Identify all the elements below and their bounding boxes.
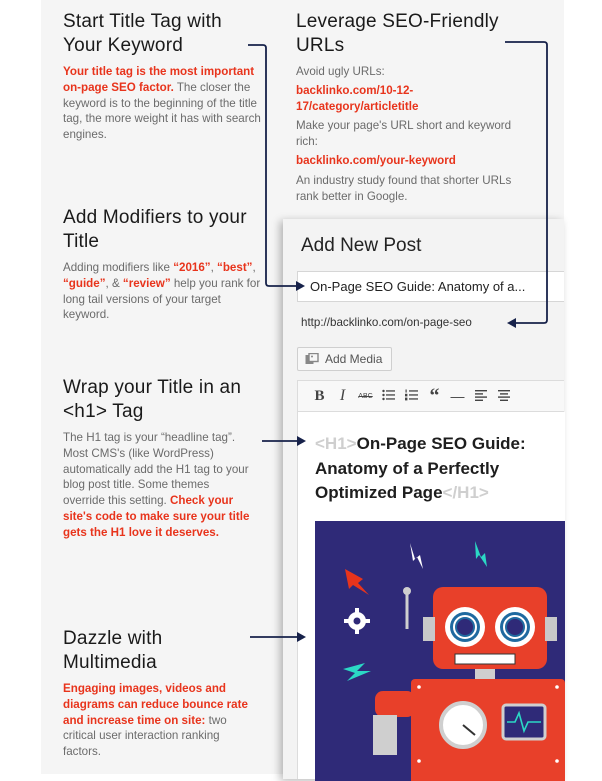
add-media-label: Add Media <box>325 352 383 366</box>
italic-button[interactable]: I <box>339 387 346 404</box>
modifiers-sep-3: , & <box>105 276 123 290</box>
url-arrow <box>505 42 547 323</box>
multimedia-red: Engaging images, videos and diagrams can reduce bounce rate and increase time on site: <box>63 682 248 727</box>
modifiers-sep-2: , <box>252 261 256 274</box>
title-tag-lead: Your title tag is the most important on-page SEO factor. <box>63 65 255 94</box>
h1-close-tag: </H1> <box>442 483 489 502</box>
modifier-2016: “2016” <box>173 261 211 274</box>
title-tag-body: The closer the keyword is to the beginning of the title tag, the more weight it has with search engines. <box>63 80 261 142</box>
modifier-review: “review” <box>122 276 171 290</box>
seo-urls-p3: An industry study found that shorter URLs rank better in Google. <box>296 173 512 203</box>
modifier-best: “best” <box>217 261 253 274</box>
multimedia-body: two critical user interaction ranking factors. <box>63 713 227 759</box>
horizontal-rule-button[interactable]: — <box>450 388 465 404</box>
permalink[interactable]: http://backlinko.com/on-page-seo <box>301 316 472 329</box>
h1-tag-red: Check your site's code to make sure your title gets the H1 love it deserves. <box>63 494 250 539</box>
seo-urls-p1: Avoid ugly URLs: <box>296 65 385 78</box>
strikethrough-button[interactable]: ABC <box>358 392 373 400</box>
h1-open-tag: <H1> <box>315 434 357 453</box>
modifiers-heading: Add Modifiers to your Title <box>63 207 247 252</box>
seo-urls-p2: Make your page's URL short and keyword rich: <box>296 119 512 149</box>
post-title-input[interactable]: On-Page SEO Guide: Anatomy of a... <box>297 271 564 302</box>
h1-tag-heading: Wrap your Title in an <h1> Tag <box>63 377 242 422</box>
title-tag-heading: Start Title Tag with Your Keyword <box>63 11 222 56</box>
modifiers-text-2: help you rank for long tail versions of your target keyword. <box>63 276 261 322</box>
bad-url: backlinko.com/10-12-17/category/articletitle <box>296 83 419 113</box>
bold-button[interactable]: B <box>314 387 325 404</box>
modifiers-sep-1: , <box>210 261 218 274</box>
seo-urls-heading: Leverage SEO-Friendly URLs <box>296 11 499 56</box>
good-url: backlinko.com/your-keyword <box>296 153 456 167</box>
multimedia-heading: Dazzle with Multimedia <box>63 628 163 673</box>
editor-page-title: Add New Post <box>301 235 422 256</box>
title-tag-arrow <box>248 45 296 286</box>
modifier-guide: “guide” <box>63 276 106 290</box>
modifiers-text-1: Adding modifiers like <box>63 261 174 274</box>
blockquote-button[interactable]: “ <box>429 385 440 407</box>
h1-title-text: On-Page SEO Guide: Anatomy of a Perfectly Optimized Page <box>315 434 526 502</box>
h1-tag-body: The H1 tag is your “headline tag”. Most CMS's (like WordPress) automatically add the H1 tag to your blog post title. Some themes override this setting. <box>63 431 249 508</box>
